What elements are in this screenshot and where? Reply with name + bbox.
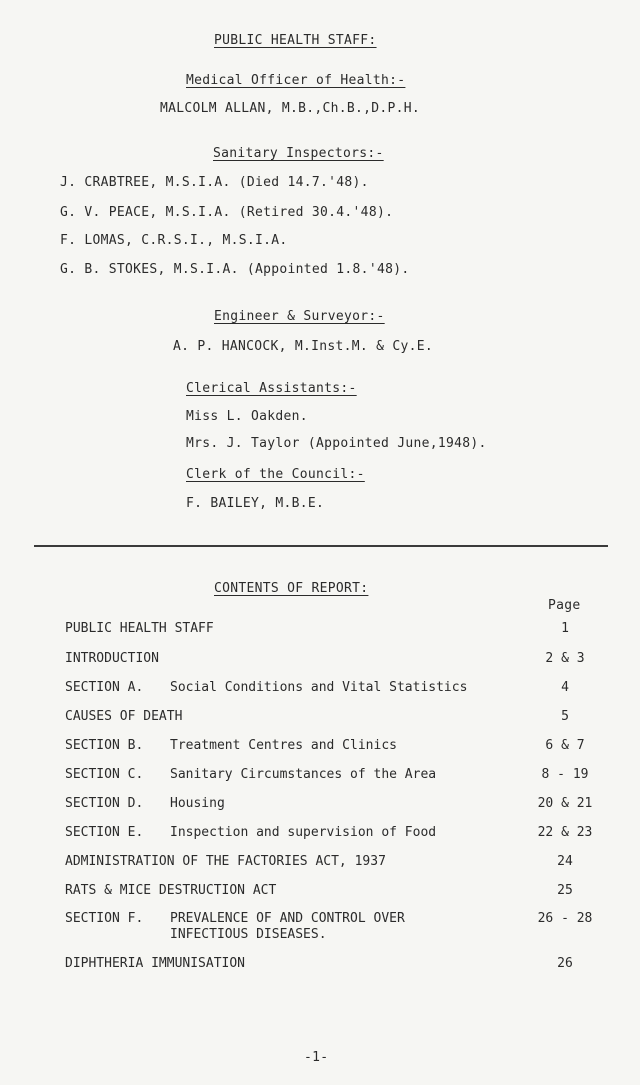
contents-desc-continued: INFECTIOUS DISEASES. [170,927,327,942]
contents-row [65,621,610,641]
contents-section: SECTION C. [65,767,144,782]
contents-page: 5 [561,709,569,724]
contents-page: 6 & 7 [545,738,585,753]
contents-row [65,709,610,729]
contents-page: 8 - 19 [541,767,589,782]
si-heading: Sanitary Inspectors:- [213,146,384,161]
contents-title: INTRODUCTION [65,651,159,666]
contents-desc: PREVALENCE OF AND CONTROL OVER [170,911,405,926]
contents-page: 22 & 23 [537,825,593,840]
inspector-3: F. LOMAS, C.R.S.I., M.S.I.A. [60,233,288,248]
contents-desc: Inspection and supervision of Food [170,825,437,840]
contents-page: 2 & 3 [545,651,585,666]
clerk-heading: Clerk of the Council:- [186,467,365,482]
section-divider [34,545,608,547]
moh-heading: Medical Officer of Health:- [186,73,406,88]
contents-section: SECTION F. [65,911,144,926]
contents-page: 26 - 28 [537,911,593,926]
engineer-heading: Engineer & Surveyor:- [214,309,385,324]
contents-desc: Social Conditions and Vital Statistics [170,680,468,695]
inspector-4: G. B. STOKES, M.S.I.A. (Appointed 1.8.'48). [60,262,410,277]
page-column-label: Page [548,598,581,613]
contents-heading: CONTENTS OF REPORT: [214,581,369,596]
contents-row [65,854,610,874]
clerical-heading: Clerical Assistants:- [186,381,357,396]
moh-name: MALCOLM ALLAN, M.B.,Ch.B.,D.P.H. [160,101,421,116]
clerical-1: Miss L. Oakden. [186,409,308,424]
contents-page: 25 [557,883,573,898]
contents-section: SECTION B. [65,738,144,753]
contents-title: RATS & MICE DESTRUCTION ACT [65,883,277,898]
contents-desc: Housing [170,796,225,811]
contents-row [65,883,610,903]
contents-row [65,738,610,758]
staff-heading: PUBLIC HEALTH STAFF: [214,33,377,48]
contents-row [65,680,610,700]
engineer-name: A. P. HANCOCK, M.Inst.M. & Cy.E. [173,339,434,354]
contents-section: SECTION E. [65,825,144,840]
contents-title: CAUSES OF DEATH [65,709,183,724]
contents-desc: Treatment Centres and Clinics [170,738,397,753]
contents-section: SECTION A. [65,680,144,695]
contents-page: 4 [561,680,569,695]
clerical-2: Mrs. J. Taylor (Appointed June,1948). [186,436,487,451]
contents-page: 1 [561,621,569,636]
contents-row [65,956,610,976]
contents-title: PUBLIC HEALTH STAFF [65,621,214,636]
contents-row [65,796,610,816]
clerk-name: F. BAILEY, M.B.E. [186,496,325,511]
contents-row [65,825,610,845]
contents-row [65,911,610,947]
contents-page: 24 [557,854,573,869]
contents-section: SECTION D. [65,796,144,811]
contents-row [65,651,610,671]
contents-title: DIPHTHERIA IMMUNISATION [65,956,246,971]
contents-title: ADMINISTRATION OF THE FACTORIES ACT, 1937 [65,854,386,869]
contents-desc: Sanitary Circumstances of the Area [170,767,437,782]
page-number: -1- [304,1050,329,1065]
inspector-1: J. CRABTREE, M.S.I.A. (Died 14.7.'48). [60,175,369,190]
contents-page: 20 & 21 [537,796,593,811]
contents-row [65,767,610,787]
contents-page: 26 [557,956,573,971]
inspector-2: G. V. PEACE, M.S.I.A. (Retired 30.4.'48). [60,205,394,220]
